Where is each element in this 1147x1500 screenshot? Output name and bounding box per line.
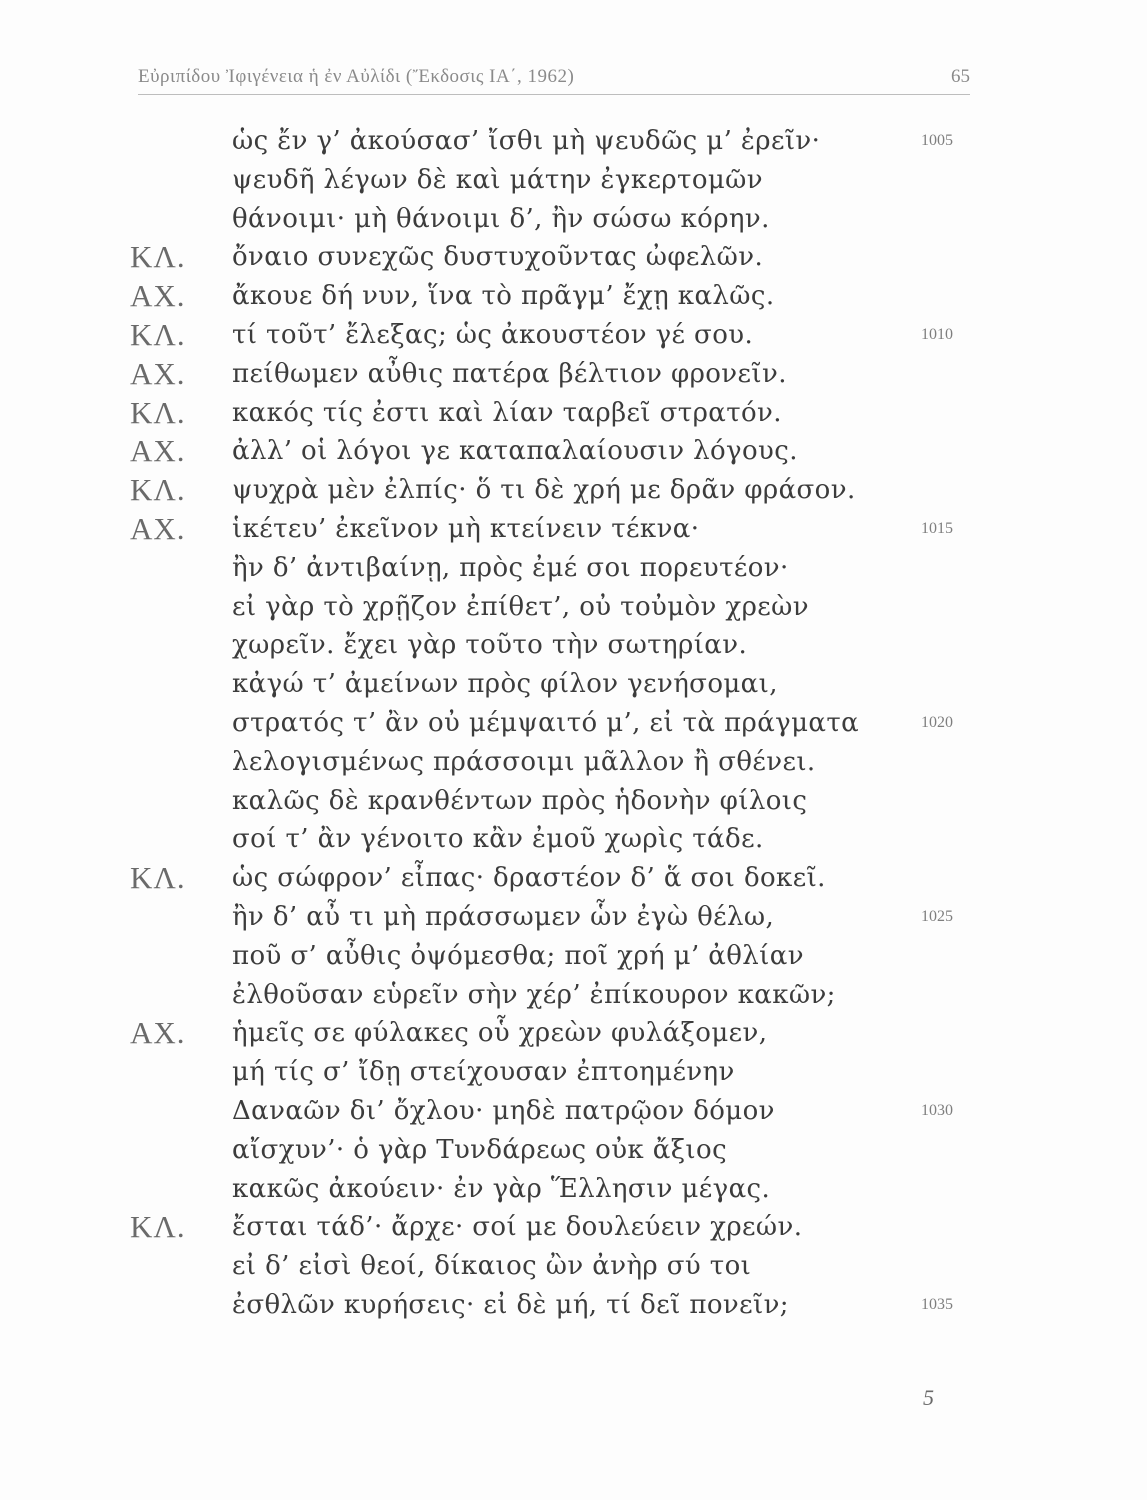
verse-text-line: ἡμεῖς σε φύλακες οὗ χρεὼν φυλάξομεν, (232, 1018, 768, 1049)
verse-line (0, 238, 1147, 277)
verse-line (0, 1208, 1147, 1247)
verse-text (0, 122, 1147, 1325)
speaker-label: ΚΛ. (130, 316, 186, 352)
verse-text-line: στρατός τ’ ἂν οὐ μέμψαιτό μ’, εἰ τὰ πράγματα (232, 707, 860, 738)
line-number: 1035 (921, 1295, 953, 1313)
speaker-label: ΚΛ. (130, 860, 186, 896)
verse-text-line: ἐσθλῶν κυρήσεις· εἰ δὲ μή, τί δεῖ πονεῖν; (232, 1289, 789, 1320)
verse-line (0, 743, 1147, 782)
speaker-label: ΚΛ. (130, 394, 186, 430)
verse-text-line: ὡς ἔν γ’ ἀκούσασ’ ἴσθι μὴ ψευδῶς μ’ ἐρεῖν· (232, 126, 821, 156)
speaker-label: ΑΧ. (130, 278, 186, 314)
line-number: 1025 (921, 907, 953, 925)
verse-text-line: χωρεῖν. ἔχει γὰρ τοῦτο τὴν σωτηρίαν. (232, 630, 748, 661)
verse-text-line: ἢν δ’ αὖ τι μὴ πράσσωμεν ὧν ἐγὼ θέλω, (232, 901, 775, 932)
verse-text-line: ψευδῆ λέγων δὲ καὶ μάτην ἐγκερτομῶν (232, 164, 763, 195)
verse-line (0, 432, 1147, 471)
verse-line (0, 316, 1147, 355)
verse-line (0, 200, 1147, 239)
speaker-label: ΚΛ. (130, 472, 186, 508)
speaker-label: ΑΧ. (130, 510, 186, 546)
page-number: 65 (951, 66, 970, 87)
verse-line (0, 704, 1147, 743)
speaker-label: ΑΧ. (130, 1015, 186, 1051)
signature-mark: 5 (923, 1385, 934, 1410)
verse-text-line: ἢν δ’ ἀντιβαίνῃ, πρὸς ἐμέ σοι πορευτέον· (232, 552, 789, 583)
verse-text-line: ἀλλ’ οἱ λόγοι γε καταπαλαίουσιν λόγους. (232, 436, 798, 467)
line-number: 1020 (921, 713, 953, 731)
verse-text-line: ἄκουε δή νυν, ἵνα τὸ πρᾶγμ’ ἔχῃ καλῶς. (232, 281, 775, 312)
verse-line (0, 1286, 1147, 1325)
verse-text-line: εἰ δ’ εἰσὶ θεοί, δίκαιος ὢν ἀνὴρ σύ τοι (232, 1251, 752, 1282)
verse-text-line: ποῦ σ’ αὖθις ὀψόμεσθα; ποῖ χρή μ’ ἀθλίαν (232, 940, 804, 971)
verse-line (0, 665, 1147, 704)
verse-line (0, 782, 1147, 821)
verse-text-line: ἱκέτευ’ ἐκεῖνον μὴ κτείνειν τέκνα· (232, 513, 700, 544)
verse-line (0, 549, 1147, 588)
header-title: Εὐριπίδου Ἰφιγένεια ἡ ἐν Αὐλίδι (Ἔκδοσις ΙΑ΄, 1962) (138, 66, 575, 87)
verse-line (0, 937, 1147, 976)
verse-text-line: πείθωμεν αὖθις πατέρα βέλτιον φρονεῖν. (232, 358, 787, 389)
speaker-label: ΚΛ. (130, 239, 186, 275)
verse-line (0, 1014, 1147, 1053)
verse-line (0, 394, 1147, 433)
verse-text-line: λελογισμένως πράσσοιμι μᾶλλον ἢ σθένει. (232, 746, 816, 777)
verse-text-line: θάνοιμι· μὴ θάνοιμι δ’, ἢν σώσω κόρην. (232, 203, 770, 234)
verse-line (0, 1247, 1147, 1286)
verse-text-line: κακός τίς ἐστι καὶ λίαν ταρβεῖ στρατόν. (232, 397, 782, 428)
verse-line (0, 277, 1147, 316)
verse-line (0, 859, 1147, 898)
verse-text-line: κακῶς ἀκούειν· ἐν γὰρ Ἕλλησιν μέγας. (232, 1173, 771, 1204)
running-header (138, 64, 970, 95)
verse-line (0, 1170, 1147, 1209)
verse-text-line: ἔσται τάδ’· ἄρχε· σοί με δουλεύειν χρεών. (232, 1212, 803, 1243)
line-number: 1030 (921, 1101, 953, 1119)
verse-text-line: Δαναῶν δι’ ὄχλου· μηδὲ πατρῷον δόμον (232, 1095, 775, 1126)
verse-line (0, 1092, 1147, 1131)
verse-line (0, 510, 1147, 549)
verse-text-line: ἐλθοῦσαν εὑρεῖν σὴν χέρ’ ἐπίκουρον κακῶν; (232, 979, 836, 1010)
speaker-label: ΚΛ. (130, 1209, 186, 1245)
verse-text-line: τί τοῦτ’ ἔλεξας; ὡς ἀκουστέον γέ σου. (232, 319, 754, 350)
verse-text-line: εἰ γὰρ τὸ χρῇζον ἐπίθετ’, οὐ τοὐμὸν χρεὼν (232, 591, 809, 622)
verse-text-line: ὄναιο συνεχῶς δυστυχοῦντας ὠφελῶν. (232, 242, 764, 273)
verse-text-line: μή τίς σ’ ἴδῃ στείχουσαν ἐπτοημένην (232, 1057, 735, 1088)
speaker-label: ΑΧ. (130, 433, 186, 469)
verse-text-line: αἴσχυν’· ὁ γὰρ Τυνδάρεως οὐκ ἄξιος (232, 1134, 728, 1165)
verse-text-line: καλῶς δὲ κρανθέντων πρὸς ἡδονὴν φίλοις (232, 785, 808, 816)
verse-line (0, 1053, 1147, 1092)
line-number: 1010 (921, 325, 953, 343)
verse-line (0, 355, 1147, 394)
verse-line (0, 471, 1147, 510)
verse-line (0, 820, 1147, 859)
speaker-label: ΑΧ. (130, 355, 186, 391)
verse-text-line: ψυχρὰ μὲν ἐλπίς· ὅ τι δὲ χρή με δρᾶν φράσον. (232, 475, 856, 506)
verse-text-line: ὡς σώφρον’ εἶπας· δραστέον δ’ ἅ σοι δοκεῖ. (232, 863, 826, 894)
verse-line (0, 122, 1147, 161)
verse-line (0, 161, 1147, 200)
verse-line (0, 976, 1147, 1015)
verse-text-line: σοί τ’ ἂν γένοιτο κἂν ἐμοῦ χωρὶς τάδε. (232, 824, 764, 855)
verse-text-line: κἀγώ τ’ ἀμείνων πρὸς φίλον γενήσομαι, (232, 669, 778, 700)
line-number: 1005 (921, 132, 953, 149)
verse-line (0, 1131, 1147, 1170)
verse-line (0, 626, 1147, 665)
verse-line (0, 588, 1147, 627)
line-number: 1015 (921, 519, 953, 537)
verse-line (0, 898, 1147, 937)
